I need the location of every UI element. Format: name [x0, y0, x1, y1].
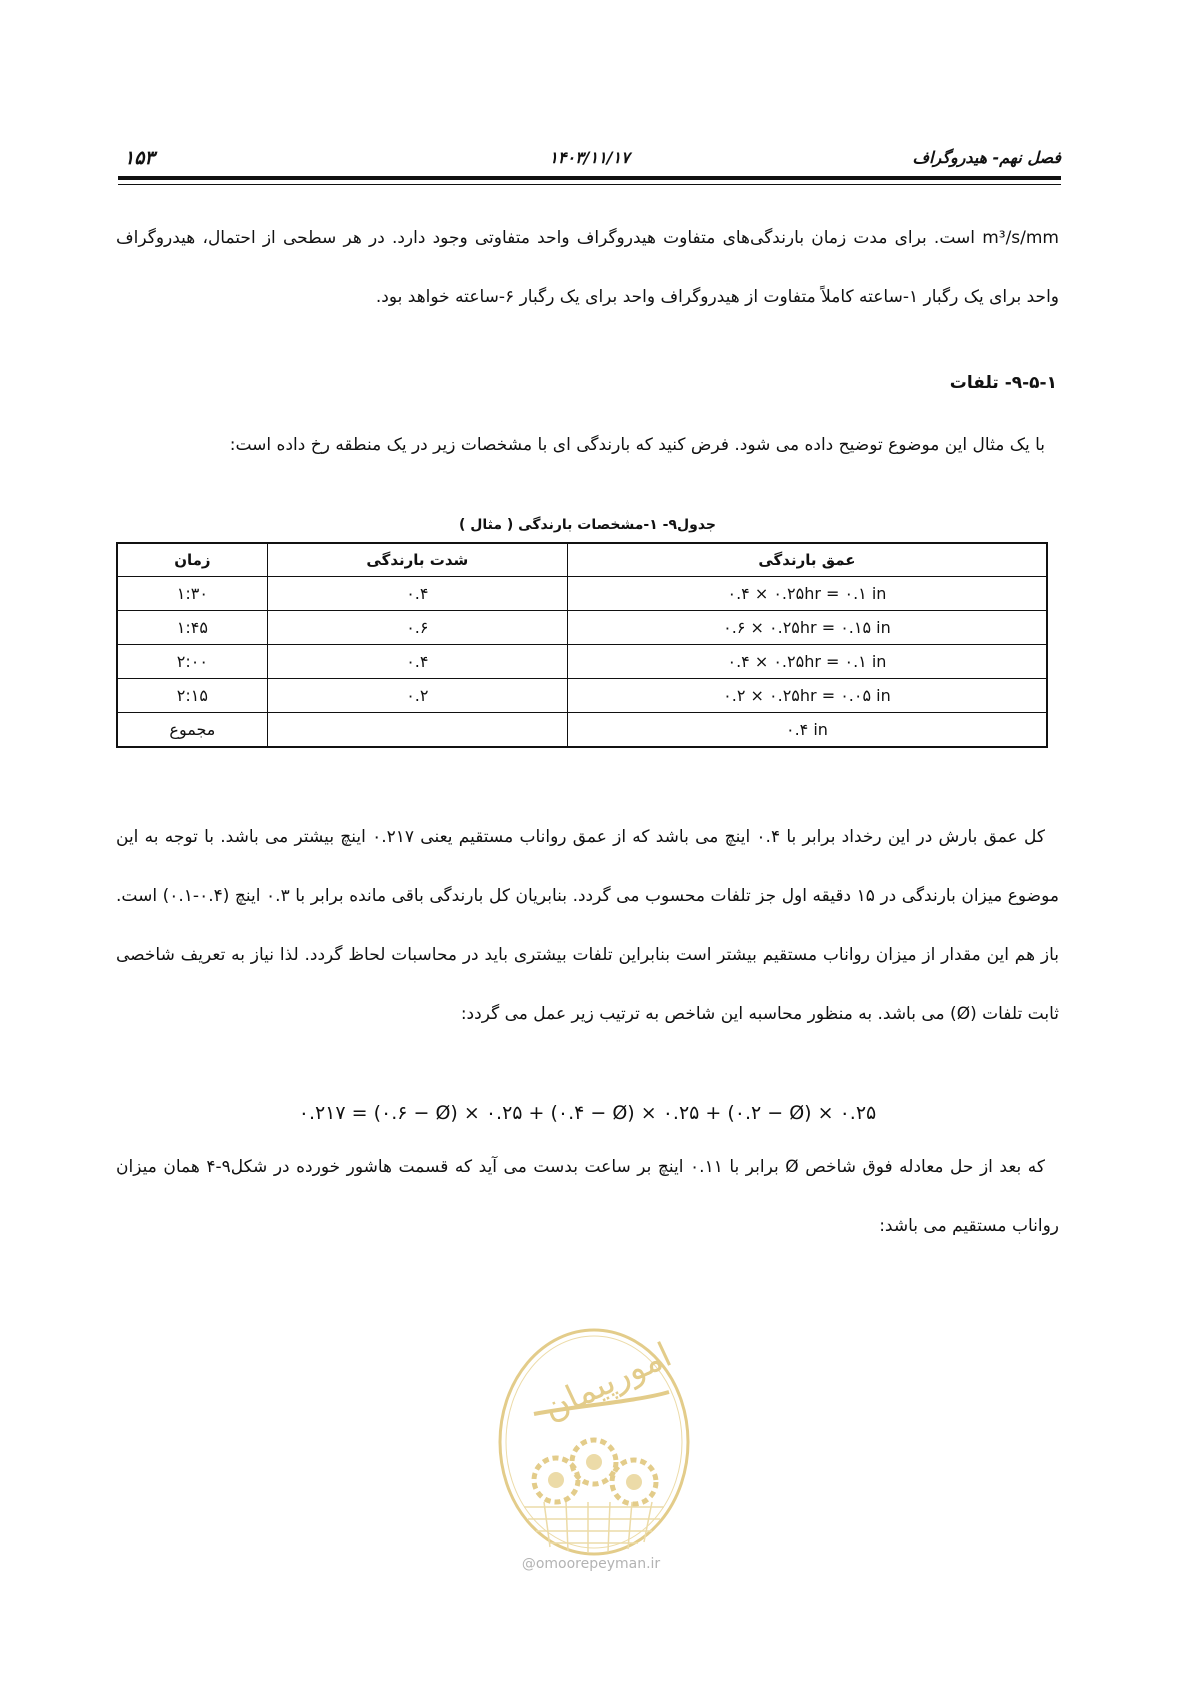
header-depth: عمق بارندگی	[567, 543, 1047, 577]
total-label: مجموع	[117, 713, 267, 748]
page-number: ۱۵۳	[124, 147, 155, 169]
section-heading: ۹-۵-۱- تلفات	[949, 373, 1057, 393]
total-intensity	[267, 713, 567, 748]
watermark-logo	[494, 1322, 694, 1562]
cell-depth: ۰.۶ × ۰.۲۵hr = ۰.۱۵ in	[567, 611, 1047, 645]
cell-depth: ۰.۲ × ۰.۲۵hr = ۰.۰۵ in	[567, 679, 1047, 713]
table-row	[117, 645, 1047, 679]
intro-paragraph	[116, 209, 1059, 327]
unit-text: m³/s/mm	[982, 228, 1059, 248]
watermark-url: @omoorepeyman.ir	[521, 1556, 661, 1572]
page-header	[118, 145, 1061, 175]
header-time: زمان	[117, 543, 267, 577]
cell-depth: ۰.۴ × ۰.۲۵hr = ۰.۱ in	[567, 645, 1047, 679]
watermark-logo-text: امورپیمان	[537, 1335, 678, 1429]
table-header-row	[117, 543, 1047, 577]
intro-line-1: است. برای مدت زمان بارندگی‌های متفاوت هیدروگراف واحد متفاوتی وجود دارد. در هر سطحی از احتمال،	[202, 228, 983, 248]
conclusion-paragraph: که بعد از حل معادله فوق شاخص Ø برابر با ۰.۱۱ اینچ بر ساعت بدست می آید که قسمت هاشور خورده در شکل۹-۴ همان میزان رواناب مستقیم می باشد:	[116, 1157, 1059, 1236]
rainfall-table	[116, 542, 1048, 748]
cell-intensity: ۰.۴	[267, 577, 567, 611]
table-row	[117, 679, 1047, 713]
loss-equation: ۰.۲۱۷ = (۰.۶ − Ø) × ۰.۲۵ + (۰.۴ − Ø) × ۰.۲۵ + (۰.۲ − Ø) × ۰.۲۵	[298, 1102, 877, 1124]
header-rule-thick	[118, 176, 1061, 180]
cell-time: ۲:۱۵	[117, 679, 267, 713]
body-paragraph: کل عمق بارش در این رخداد برابر با ۰.۴ اینچ می باشد که از عمق رواناب مستقیم یعنی ۰.۲۱۷ اینچ بیشتر می باشد. با توجه به این موضوع میزان بارندگی در ۱۵ دقیقه اول جز تلفات محسوب می گردد. بنابریان کل بارندگی باقی مانده برابر با ۰.۳ اینچ (۰.۴-۰.۱) است. باز هم این مقدار از میزان رواناب مستقیم بیشتر است بنابراین تلفات بیشتری باید در محاسبات لحاظ گردد. لذا نیاز به تعریف شاخصی ثابت تلفات (Ø) می باشد. به منظور محاسبه این شاخص به ترتیب زیر عمل می گردد:	[116, 827, 1059, 1024]
table-row	[117, 577, 1047, 611]
table-caption: جدول۹- ۱-مشخصات بارندگی ( مثال )	[458, 517, 717, 533]
cell-intensity: ۰.۴	[267, 645, 567, 679]
cell-intensity: ۰.۶	[267, 611, 567, 645]
at-icon: @	[521, 1556, 536, 1572]
cell-time: ۲:۰۰	[117, 645, 267, 679]
lead-paragraph: با یک مثال این موضوع توضیح داده می شود. فرض کنید که بارندگی ای با مشخصات زیر در یک منطقه رخ داده است:	[229, 435, 1045, 455]
cell-time: ۱:۳۰	[117, 577, 267, 611]
cell-depth: ۰.۴ × ۰.۲۵hr = ۰.۱ in	[567, 577, 1047, 611]
cell-intensity: ۰.۲	[267, 679, 567, 713]
table-row	[117, 611, 1047, 645]
header-intensity: شدت بارندگی	[267, 543, 567, 577]
cell-time: ۱:۴۵	[117, 611, 267, 645]
header-date: ۱۴۰۳/۱۱/۱۷	[549, 148, 630, 167]
intro-line-2: هیدروگراف واحد برای یک رگبار ۱-ساعته کاملاً متفاوت از هیدروگراف واحد برای یک رگبار ۶-ساعته خواهد بود.	[116, 228, 1059, 307]
total-depth: ۰.۴ in	[567, 713, 1047, 748]
chapter-title: فصل نهم- هیدروگراف	[912, 148, 1061, 167]
table-total-row	[117, 713, 1047, 748]
header-rule-thin	[118, 184, 1061, 185]
